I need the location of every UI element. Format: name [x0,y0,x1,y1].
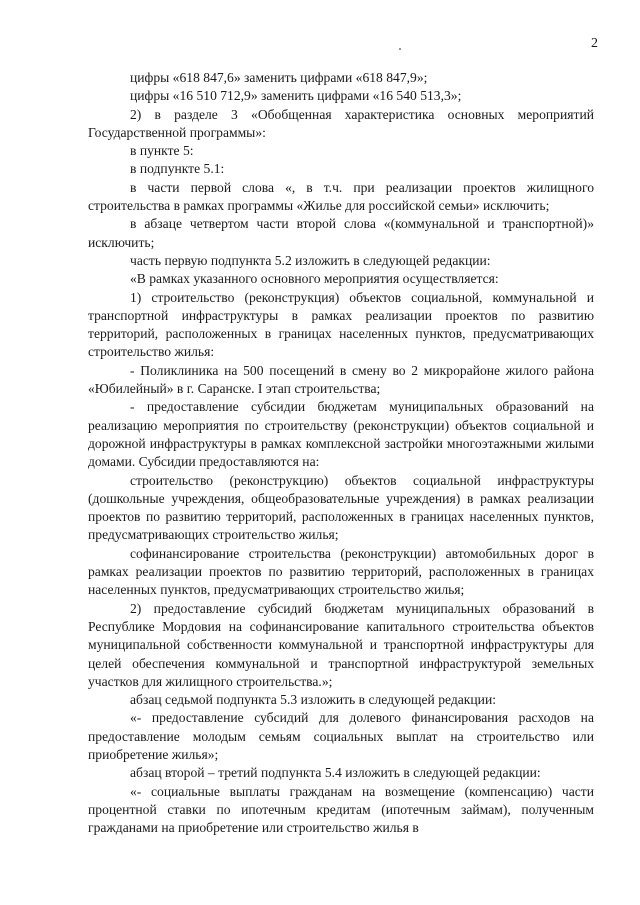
paragraph: абзац седьмой подпункта 5.3 изложить в следующей редакции: [130,692,496,708]
paragraph: «В рамках указанного основного мероприятия осуществляется: [130,271,499,287]
paragraph: в подпункте 5.1: [130,161,225,177]
scan-speck [399,48,401,50]
paragraph: в абзаце четвертом части второй слова «(коммунальной и транспортной)» исключить; [88,216,594,250]
paragraph: в части первой слова «, в т.ч. при реализации проектов жилищного строительства в рамках программы «Жилье для российской семьи» исключить; [88,179,594,214]
paragraph: 2) в разделе 3 «Обобщенная характеристика основных мероприятий Государственной программы»: [88,106,594,140]
document-body [88,69,594,837]
paragraph: часть первую подпункта 5.2 изложить в следующей редакции: [130,252,491,268]
paragraph: 2) предоставление субсидий бюджетам муниципальных образований в Республике Мордовия на софинансирование капитального строительства объектов муниципальной собственности коммунальной и транспортной инфраструктуры для целей обеспечения коммунальной и транспортной инфраструктурой земельных участков для жилищного строительства.»; [88,600,594,689]
paragraph: цифры «618 847,6» заменить цифрами «618 847,9»; [130,70,428,85]
paragraph: 1) строительство (реконструкция) объектов социальной, коммунальной и транспортной инфраструктуры в рамках реализации проектов по развитию территорий, расположенных в границах населенных пунктов, предусматривающих строительство жилья: [88,289,594,360]
paragraph: софинансирование строительства (реконструкции) автомобильных дорог в рамках реализации проектов по развитию территорий, расположенных в границах населенных пунктов, предусматривающих строительство жилья; [88,545,594,598]
paragraph: «- социальные выплаты гражданам на возмещение (компенсацию) части процентной ставки по ипотечным кредитам (ипотечным займам), полученным гражданами на приобретение или строительство жилья в [88,783,594,836]
paragraph: - Поликлиника на 500 посещений в смену во 2 микрорайоне жилого района «Юбилейный» в г. Саранске. I этап строительства; [88,362,594,397]
paragraph: «- предоставление субсидий для долевого финансирования расходов на предоставление молодым семьям социальных выплат на строительство или приобретение жилья»; [88,710,594,762]
paragraph: строительство (реконструкцию) объектов социальной инфраструктуры (дошкольные учреждения, общеобразовательные учреждения) в рамках реализации проектов по развитию территорий, расположенных в границах населенных пунктов, предусматривающих строительство жилья; [88,472,594,543]
paragraph: в пункте 5: [130,143,194,159]
paragraph: абзац второй – третий подпункта 5.4 изложить в следующей редакции: [130,765,541,781]
paragraph: цифры «16 510 712,9» заменить цифрами «16 540 513,3»; [130,88,462,104]
paragraph: - предоставление субсидии бюджетам муниципальных образований на реализацию мероприятия по строительству (реконструкции) объектов социальной и дорожной инфраструктуры в рамках комплексной застройки многоэтажными жилыми домами. Субсидии предоставляются на: [88,399,594,470]
page-number: 2 [591,36,598,51]
